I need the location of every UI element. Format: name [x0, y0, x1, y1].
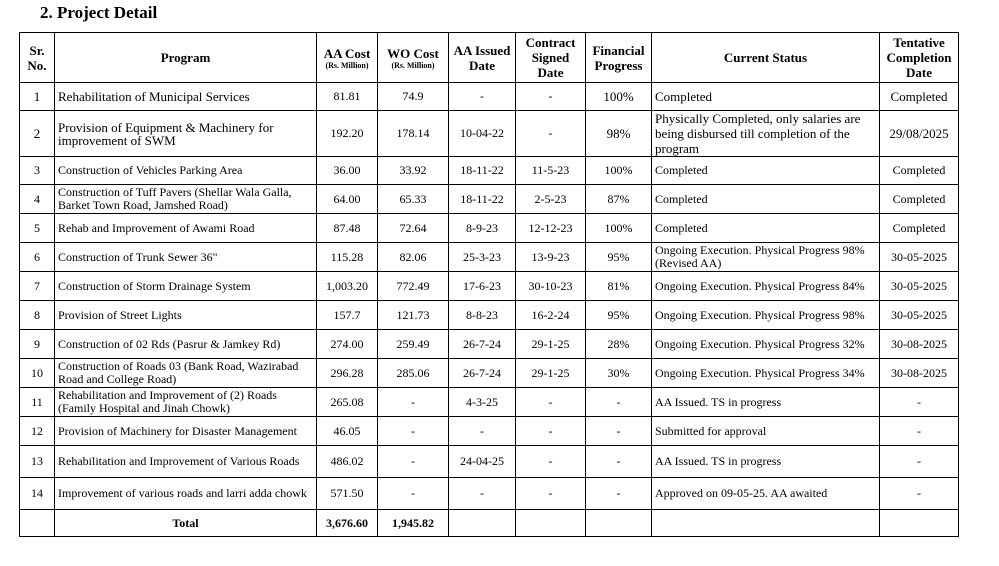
wo-cost-cell: 259.49	[378, 330, 449, 359]
aa-cost-cell: 1,003.20	[317, 272, 378, 301]
status-cell: Ongoing Execution. Physical Progress 98% (Revised AA)	[652, 243, 880, 272]
wo-cost-cell: 72.64	[378, 214, 449, 243]
financial-cell: 95%	[586, 301, 652, 330]
total-row	[20, 510, 959, 537]
financial-cell: 100%	[586, 157, 652, 185]
sr-cell: 11	[20, 388, 55, 417]
status-cell: Submitted for approval	[652, 417, 880, 446]
contract-signed-cell: 30-10-23	[516, 272, 586, 301]
aa-issued-cell: -	[449, 478, 516, 510]
contract-signed-cell: 11-5-23	[516, 157, 586, 185]
aa-cost-cell: 115.28	[317, 243, 378, 272]
status-cell: Ongoing Execution. Physical Progress 84%	[652, 272, 880, 301]
total-empty-cell	[586, 510, 652, 537]
program-cell: Rehab and Improvement of Awami Road	[55, 214, 317, 243]
col-contract-signed-header: Contract Signed Date	[516, 33, 586, 83]
col-completion-header: Tentative Completion Date	[880, 33, 959, 83]
financial-cell: 98%	[586, 111, 652, 157]
sr-cell: 1	[20, 83, 55, 111]
completion-cell: Completed	[880, 185, 959, 214]
col-aa-cost-header	[317, 33, 378, 83]
aa-issued-cell: 17-6-23	[449, 272, 516, 301]
completion-cell: 30-05-2025	[880, 243, 959, 272]
contract-signed-cell: -	[516, 111, 586, 157]
table-row	[20, 185, 959, 214]
financial-cell: 28%	[586, 330, 652, 359]
completion-cell: 30-05-2025	[880, 272, 959, 301]
completion-cell: -	[880, 446, 959, 478]
table-row	[20, 388, 959, 417]
total-aa-cost: 3,676.60	[317, 510, 378, 537]
program-cell: Provision of Machinery for Disaster Management	[55, 417, 317, 446]
sr-cell: 9	[20, 330, 55, 359]
status-cell: Completed	[652, 157, 880, 185]
financial-cell: 30%	[586, 359, 652, 388]
sr-cell: 6	[20, 243, 55, 272]
financial-cell: -	[586, 417, 652, 446]
program-cell: Construction of 02 Rds (Pasrur & Jamkey Rd)	[55, 330, 317, 359]
program-cell: Construction of Trunk Sewer 36"	[55, 243, 317, 272]
completion-cell: -	[880, 388, 959, 417]
financial-cell: -	[586, 388, 652, 417]
sr-cell: 2	[20, 111, 55, 157]
sr-cell: 5	[20, 214, 55, 243]
aa-issued-cell: 8-9-23	[449, 214, 516, 243]
program-cell: Construction of Tuff Pavers (Shellar Wala Galla, Barket Town Road, Jamshed Road)	[55, 185, 317, 214]
aa-cost-cell: 46.05	[317, 417, 378, 446]
col-aa-issued-header: AA Issued Date	[449, 33, 516, 83]
completion-cell: Completed	[880, 214, 959, 243]
status-cell: AA Issued. TS in progress	[652, 446, 880, 478]
total-wo-cost: 1,945.82	[378, 510, 449, 537]
contract-signed-cell: -	[516, 388, 586, 417]
aa-issued-cell: 10-04-22	[449, 111, 516, 157]
aa-cost-cell: 486.02	[317, 446, 378, 478]
sr-cell: 14	[20, 478, 55, 510]
wo-cost-cell: 178.14	[378, 111, 449, 157]
table-row	[20, 272, 959, 301]
completion-cell: 30-08-2025	[880, 359, 959, 388]
aa-issued-cell: 25-3-23	[449, 243, 516, 272]
contract-signed-cell: 16-2-24	[516, 301, 586, 330]
header-row	[20, 33, 959, 83]
wo-cost-cell: 65.33	[378, 185, 449, 214]
aa-issued-cell: -	[449, 417, 516, 446]
aa-cost-cell: 296.28	[317, 359, 378, 388]
wo-cost-cell: 285.06	[378, 359, 449, 388]
financial-cell: 100%	[586, 83, 652, 111]
completion-cell: Completed	[880, 83, 959, 111]
sr-cell: 7	[20, 272, 55, 301]
contract-signed-cell: 2-5-23	[516, 185, 586, 214]
financial-cell: 87%	[586, 185, 652, 214]
table-row	[20, 301, 959, 330]
sr-cell: 3	[20, 157, 55, 185]
aa-cost-cell: 87.48	[317, 214, 378, 243]
status-cell: Ongoing Execution. Physical Progress 34%	[652, 359, 880, 388]
aa-issued-cell: -	[449, 83, 516, 111]
total-sr-cell	[20, 510, 55, 537]
section-title: 2. Project Detail	[40, 3, 158, 22]
wo-cost-cell: -	[378, 388, 449, 417]
aa-issued-cell: 8-8-23	[449, 301, 516, 330]
completion-cell: 30-08-2025	[880, 330, 959, 359]
table-row	[20, 157, 959, 185]
table-row	[20, 359, 959, 388]
total-empty-cell	[516, 510, 586, 537]
contract-signed-cell: -	[516, 417, 586, 446]
program-cell: Provision of Street Lights	[55, 301, 317, 330]
financial-cell: -	[586, 478, 652, 510]
aa-issued-cell: 4-3-25	[449, 388, 516, 417]
status-cell: Approved on 09-05-25. AA awaited	[652, 478, 880, 510]
status-cell: AA Issued. TS in progress	[652, 388, 880, 417]
financial-cell: 100%	[586, 214, 652, 243]
aa-issued-cell: 18-11-22	[449, 185, 516, 214]
financial-cell: 95%	[586, 243, 652, 272]
table-row	[20, 417, 959, 446]
aa-cost-cell: 64.00	[317, 185, 378, 214]
table-row	[20, 111, 959, 157]
status-cell: Completed	[652, 185, 880, 214]
aa-issued-cell: 18-11-22	[449, 157, 516, 185]
sr-cell: 12	[20, 417, 55, 446]
sr-cell: 13	[20, 446, 55, 478]
table-row	[20, 446, 959, 478]
wo-cost-cell: 33.92	[378, 157, 449, 185]
wo-cost-unit: (Rs. Million)	[391, 60, 435, 70]
status-cell: Ongoing Execution. Physical Progress 98%	[652, 301, 880, 330]
aa-cost-cell: 571.50	[317, 478, 378, 510]
aa-issued-cell: 26-7-24	[449, 359, 516, 388]
program-cell: Provision of Equipment & Machinery for improvement of SWM	[55, 111, 317, 157]
total-label: Total	[55, 510, 317, 537]
status-cell: Physically Completed, only salaries are being disbursed till completion of the program	[652, 111, 880, 157]
completion-cell: -	[880, 417, 959, 446]
contract-signed-cell: 12-12-23	[516, 214, 586, 243]
aa-cost-cell: 36.00	[317, 157, 378, 185]
financial-cell: -	[586, 446, 652, 478]
col-status-header: Current Status	[652, 33, 880, 83]
program-cell: Rehabilitation and Improvement of Various Roads	[55, 446, 317, 478]
table-row	[20, 478, 959, 510]
wo-cost-cell: 74.9	[378, 83, 449, 111]
program-cell: Improvement of various roads and larri adda chowk	[55, 478, 317, 510]
wo-cost-cell: -	[378, 478, 449, 510]
wo-cost-cell: 121.73	[378, 301, 449, 330]
table-row	[20, 243, 959, 272]
wo-cost-cell: -	[378, 417, 449, 446]
project-detail-table	[19, 32, 959, 537]
table-row	[20, 330, 959, 359]
aa-cost-label: AA Cost	[323, 45, 371, 61]
col-wo-cost-header	[378, 33, 449, 83]
wo-cost-cell: 772.49	[378, 272, 449, 301]
aa-cost-cell: 265.08	[317, 388, 378, 417]
contract-signed-cell: -	[516, 446, 586, 478]
aa-cost-unit: (Rs. Million)	[325, 60, 369, 70]
col-financial-header: Financial Progress	[586, 33, 652, 83]
program-cell: Construction of Roads 03 (Bank Road, Wazirabad Road and College Road)	[55, 359, 317, 388]
aa-issued-cell: 24-04-25	[449, 446, 516, 478]
total-empty-cell	[652, 510, 880, 537]
financial-cell: 81%	[586, 272, 652, 301]
aa-cost-cell: 192.20	[317, 111, 378, 157]
program-cell: Construction of Vehicles Parking Area	[55, 157, 317, 185]
contract-signed-cell: 13-9-23	[516, 243, 586, 272]
contract-signed-cell: -	[516, 478, 586, 510]
program-cell: Rehabilitation and Improvement of (2) Roads (Family Hospital and Jinah Chowk)	[55, 388, 317, 417]
sr-cell: 10	[20, 359, 55, 388]
col-sr-header: Sr. No.	[20, 33, 55, 83]
table-row	[20, 83, 959, 111]
total-empty-cell	[449, 510, 516, 537]
wo-cost-label: WO Cost	[387, 45, 439, 61]
aa-cost-cell: 81.81	[317, 83, 378, 111]
contract-signed-cell: 29-1-25	[516, 359, 586, 388]
wo-cost-cell: -	[378, 446, 449, 478]
table-row	[20, 214, 959, 243]
program-cell: Construction of Storm Drainage System	[55, 272, 317, 301]
status-cell: Completed	[652, 214, 880, 243]
aa-issued-cell: 26-7-24	[449, 330, 516, 359]
contract-signed-cell: 29-1-25	[516, 330, 586, 359]
completion-cell: -	[880, 478, 959, 510]
wo-cost-cell: 82.06	[378, 243, 449, 272]
col-program-header: Program	[55, 33, 317, 83]
completion-cell: 29/08/2025	[880, 111, 959, 157]
completion-cell: Completed	[880, 157, 959, 185]
aa-cost-cell: 274.00	[317, 330, 378, 359]
contract-signed-cell: -	[516, 83, 586, 111]
sr-cell: 8	[20, 301, 55, 330]
completion-cell: 30-05-2025	[880, 301, 959, 330]
status-cell: Ongoing Execution. Physical Progress 32%	[652, 330, 880, 359]
total-empty-cell	[880, 510, 959, 537]
aa-cost-cell: 157.7	[317, 301, 378, 330]
status-cell: Completed	[652, 83, 880, 111]
sr-cell: 4	[20, 185, 55, 214]
program-cell: Rehabilitation of Municipal Services	[55, 83, 317, 111]
